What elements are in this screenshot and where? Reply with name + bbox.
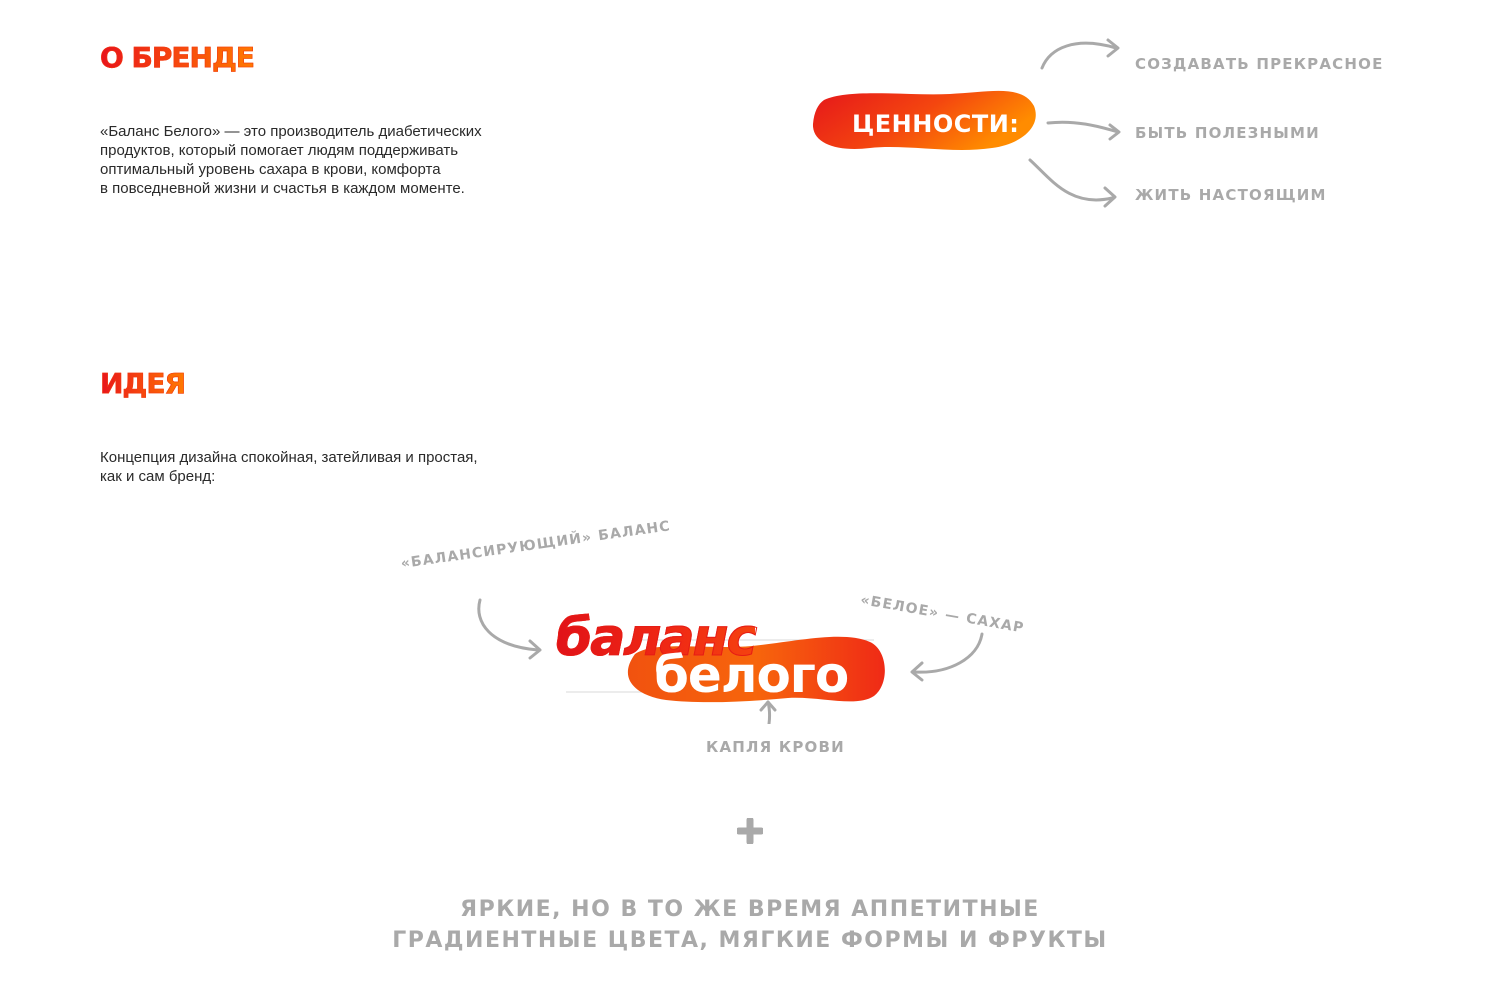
logo-line-1: баланс [556, 608, 756, 668]
about-text: «Баланс Белого» — это производитель диабетических продуктов, который помогает людям поддерживать оптимальный уровень сахара в крови, комфорта в повседневной жизни и счастья в каждом моменте. [100, 123, 482, 197]
arrow-icon [914, 634, 982, 672]
values-arrows [1020, 30, 1140, 220]
plus-icon [737, 818, 763, 844]
note-balance: «БАЛАНСИРУЮЩИЙ» БАЛАНС [399, 518, 672, 572]
tagline: ЯРКИЕ, НО В ТО ЖЕ ВРЕМЯ АППЕТИТНЫЕ ГРАДИЕНТНЫЕ ЦВЕТА, МЯГКИЕ ФОРМЫ И ФРУКТЫ [392, 897, 1108, 953]
values-label: ЦЕННОСТИ: [852, 110, 1020, 138]
arrow-icon [1048, 122, 1118, 132]
value-item-3: ЖИТЬ НАСТОЯЩИМ [1135, 186, 1327, 204]
value-item-2: БЫТЬ ПОЛЕЗНЫМИ [1135, 124, 1320, 142]
idea-text: Концепция дизайна спокойная, затейливая и простая, как и сам бренд: [100, 449, 478, 485]
value-item-1: СОЗДАВАТЬ ПРЕКРАСНОЕ [1135, 55, 1384, 73]
arrow-icon [1030, 160, 1112, 200]
note-drop: КАПЛЯ КРОВИ [706, 738, 845, 756]
arrow-icon [1042, 43, 1116, 68]
note-white: «БЕЛОЕ» — САХАР [859, 592, 1026, 637]
idea-title: ИДЕЯ [100, 367, 186, 400]
arrow-icon [479, 600, 538, 650]
logo-line-2: белого [654, 646, 849, 704]
about-title: О БРЕНДЕ [100, 41, 255, 74]
